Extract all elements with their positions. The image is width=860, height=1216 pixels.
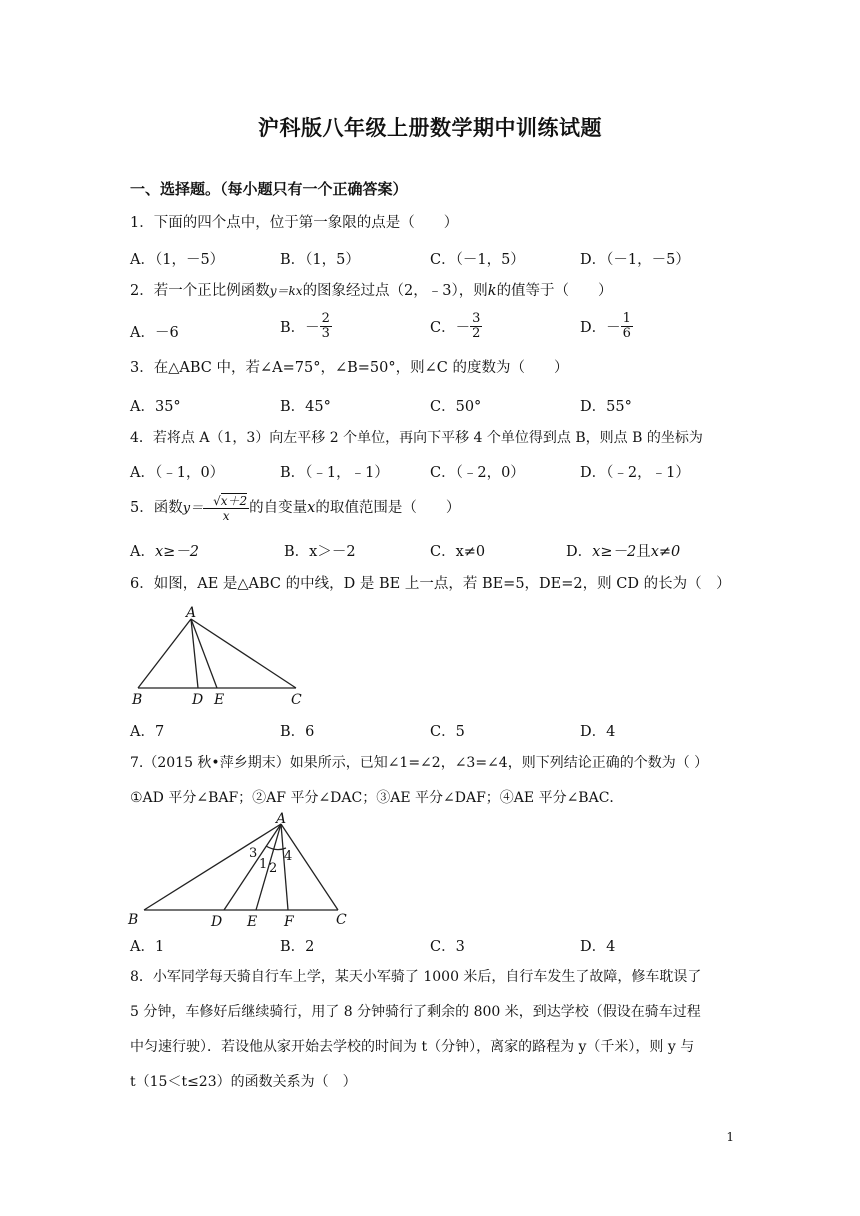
q4-option-d: D．（﹣2，﹣1） bbox=[580, 465, 690, 481]
q6-option-a: A．7 bbox=[130, 724, 165, 740]
q2-option-b-label: B．－ bbox=[280, 320, 320, 336]
q4-option-b: B．（﹣1，﹣1） bbox=[280, 465, 389, 481]
q6-label-a: A bbox=[186, 605, 197, 621]
q6-option-d: D．4 bbox=[580, 724, 616, 740]
q2-option-d-fraction: $\frac{1}{6}$ bbox=[622, 311, 631, 341]
q5-denominator: x bbox=[222, 508, 230, 523]
q7-label-b: B bbox=[128, 912, 139, 928]
q7-angle-2: 2 bbox=[269, 861, 278, 876]
q7-option-c: C．3 bbox=[430, 939, 465, 955]
q7-label-f: F bbox=[284, 914, 294, 930]
q1-option-a: A．（1，－5） bbox=[130, 252, 225, 268]
q3-option-a: A．35° bbox=[130, 399, 181, 415]
question-8-line-3: 中匀速行驶）．若设他从家开始去学校的时间为 t（分钟），离家的路程为 y（千米），则 y 与 bbox=[130, 1039, 695, 1055]
q7-option-a: A．1 bbox=[130, 939, 165, 955]
q2-option-c-label: C．－ bbox=[430, 320, 471, 336]
q7-segment-ac bbox=[281, 824, 338, 910]
question-5-stem bbox=[130, 489, 460, 528]
q5-stem-pre: 5．函数 bbox=[130, 500, 183, 516]
q5-option-d-math2: x≠0 bbox=[650, 544, 681, 560]
q5-option-d-math1: x≥－2 bbox=[592, 544, 637, 560]
q6-label-e: E bbox=[214, 692, 225, 708]
q2-formula: y＝kx bbox=[269, 284, 303, 298]
question-6-stem: 6．如图，AE 是△ABC 的中线，D 是 BE 上一点，若 BE=5，DE=2，则 CD 的长为（ ） bbox=[130, 576, 731, 592]
question-2-stem bbox=[130, 281, 613, 301]
q2-var: k bbox=[487, 283, 497, 299]
q6-option-c: C．5 bbox=[430, 724, 465, 740]
q6-segment-ac bbox=[191, 619, 296, 688]
page-number: 1 bbox=[726, 1130, 734, 1144]
page-title: 沪科版八年级上册数学期中训练试题 bbox=[258, 115, 602, 140]
question-3-stem: 3．在△ABC 中，若∠A=75°，∠B=50°，则∠C 的度数为（ ） bbox=[130, 360, 569, 376]
q5-option-a-math: x≥－2 bbox=[154, 544, 200, 560]
q2-stem-post: 的值等于（ ） bbox=[496, 283, 613, 299]
q5-option-d-label: D． bbox=[566, 544, 593, 560]
question-4-stem: 4．若将点 A（1，3）向左平移 2 个单位，再向下平移 4 个单位得到点 B，则点 B 的坐标为 bbox=[130, 430, 703, 446]
q5-option-a bbox=[130, 540, 199, 561]
question-1-stem: 1．下面的四个点中，位于第一象限的点是（ ） bbox=[130, 215, 459, 231]
section-heading: 一、选择题。（每小题只有一个正确答案） bbox=[130, 180, 408, 198]
q6-triangle-figure bbox=[128, 605, 318, 710]
q5-option-b: B．x＞－2 bbox=[284, 544, 356, 560]
q7-option-d: D．4 bbox=[580, 939, 616, 955]
q5-stem-post: 的取值范围是（ ） bbox=[315, 500, 461, 516]
q5-option-a-label: A． bbox=[130, 544, 155, 560]
q2-stem-mid: 的图象经过点（2，﹣3），则 bbox=[302, 283, 488, 299]
question-7-items: ①AD 平分∠BAF；②AF 平分∠DAC；③AE 平分∠DAF；④AE 平分∠BAC． bbox=[130, 790, 624, 806]
q7-segment-af bbox=[281, 824, 288, 910]
q5-option-d bbox=[566, 540, 680, 561]
q4-option-c: C．（﹣2，0） bbox=[430, 465, 525, 481]
q2-option-a: A．－6 bbox=[130, 325, 179, 341]
q6-label-d: D bbox=[192, 692, 204, 708]
question-8-line-2: 5 分钟，车修好后继续骑行，用了 8 分钟骑行了剩余的 800 米，到达学校（假设在骑车过程 bbox=[130, 1004, 701, 1020]
q5-option-c: C．x≠0 bbox=[430, 544, 486, 560]
q2-option-b-fraction: $\frac{2}{3}$ bbox=[321, 311, 330, 341]
q3-option-c: C．50° bbox=[430, 399, 482, 415]
q3-option-d: D．55° bbox=[580, 399, 632, 415]
q7-label-a: A bbox=[276, 811, 287, 827]
q3-option-b: B．45° bbox=[280, 399, 331, 415]
q7-label-e: E bbox=[247, 914, 258, 930]
q5-formula-fraction bbox=[203, 494, 249, 523]
question-7-stem: 7.（2015 秋•萍乡期末）如果所示，已知∠1=∠2，∠3=∠4，则下列结论正确的个数为（ ） bbox=[130, 755, 709, 771]
q6-label-c: C bbox=[291, 692, 302, 708]
q1-option-d: D．（－1，－5） bbox=[580, 252, 690, 268]
q4-option-a: A．（﹣1，0） bbox=[130, 465, 225, 481]
question-8-line-1: 8．小军同学每天骑自行车上学，某天小军骑了 1000 米后，自行车发生了故障，修车耽误了 bbox=[130, 969, 702, 985]
q2-option-c bbox=[430, 312, 482, 341]
q7-option-b: B．2 bbox=[280, 939, 315, 955]
q1-option-b: B．（1，5） bbox=[280, 252, 360, 268]
q7-label-c: C bbox=[336, 912, 347, 928]
q5-radicand: √x＋2 bbox=[203, 494, 249, 509]
q1-option-c: C．（－1，5） bbox=[430, 252, 525, 268]
question-8-line-4: t（15＜t≤23）的函数关系为（ ） bbox=[130, 1074, 357, 1090]
q6-option-b: B．6 bbox=[280, 724, 315, 740]
q5-stem-mid: 的自变量 bbox=[249, 500, 308, 516]
q7-angle-1: 1 bbox=[259, 857, 268, 872]
q2-stem-pre: 2．若一个正比例函数 bbox=[130, 283, 270, 299]
q2-option-d-label: D．－ bbox=[580, 320, 621, 336]
q5-y: y＝ bbox=[182, 501, 204, 516]
q7-label-d: D bbox=[211, 914, 223, 930]
q7-triangle-figure bbox=[126, 810, 356, 930]
q2-option-c-fraction: $\frac{3}{2}$ bbox=[472, 311, 481, 341]
q7-angle-4: 4 bbox=[284, 849, 293, 864]
q5-option-d-text: 且 bbox=[636, 544, 651, 560]
q2-option-d bbox=[580, 312, 633, 341]
q2-option-b bbox=[280, 312, 332, 341]
q7-angle-3: 3 bbox=[249, 846, 258, 861]
q5-var: x bbox=[307, 500, 316, 516]
q6-label-b: B bbox=[132, 692, 143, 708]
q6-segment-ab bbox=[138, 619, 191, 688]
